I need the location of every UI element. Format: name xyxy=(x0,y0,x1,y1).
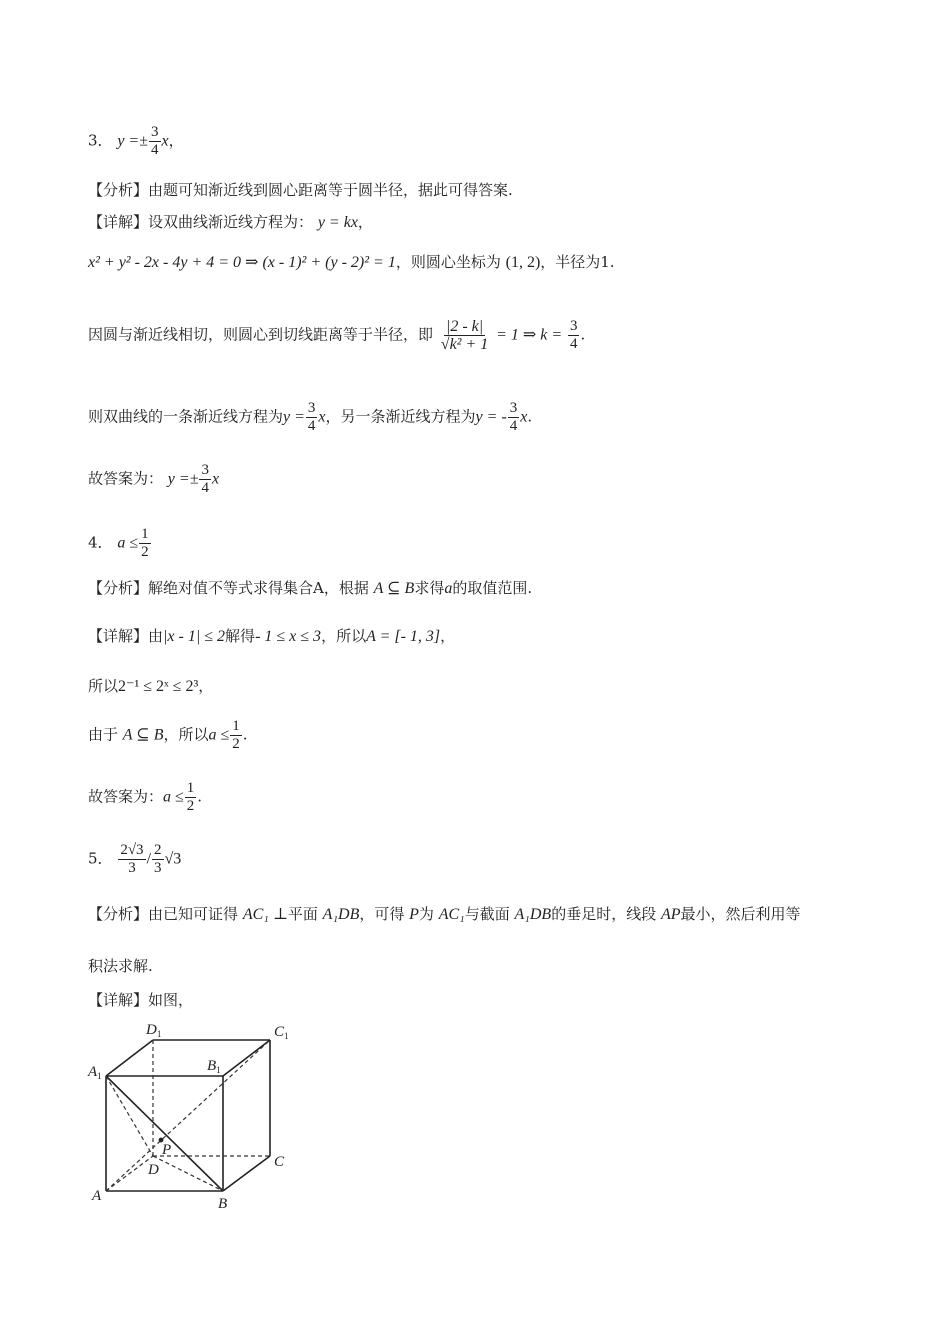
q3-tangent-text: 因圆与渐近线相切，则圆心到切线距离等于半径，即 xyxy=(88,325,434,344)
q5-analysis-text4: 为 xyxy=(418,905,434,923)
q4-answer-frac xyxy=(139,526,151,561)
q4-number: 4． xyxy=(88,533,113,552)
q4-since-num: 1 xyxy=(232,718,240,734)
q4-analysis-line xyxy=(88,578,532,599)
q5-ans-sep: / xyxy=(146,850,152,868)
q3-final-line xyxy=(88,462,219,497)
q4-analysis-eq: A ⊆ B xyxy=(373,580,415,597)
q5-analysis-eq3: AC₁ xyxy=(438,906,465,923)
q4-pow-eq: 2⁻¹ ≤ 2ˣ ≤ 2³ xyxy=(118,678,199,695)
q3-circle-text1: ，则圆心坐标为 xyxy=(395,253,501,271)
q3-number: 3． xyxy=(88,131,113,150)
q5-answer-line xyxy=(88,842,181,877)
q5-ans2-tail: √3 xyxy=(164,850,182,868)
q5-analysis-eq2: A₁DB xyxy=(322,906,360,923)
q5-analysis-text2: 平面 xyxy=(287,905,318,923)
q3-detail-text: 设双曲线渐近线方程为： xyxy=(148,213,314,231)
q3-analysis-text: 由题可知渐近线到圆心距离等于圆半径，据此可得答案. xyxy=(148,181,513,199)
q4-analysis-text1: 解绝对值不等式求得集合A，根据 xyxy=(148,579,369,597)
q3-asym-end: . xyxy=(527,407,533,426)
q3-final-frac xyxy=(199,462,211,497)
q3-answer-var: x xyxy=(161,132,169,150)
q5-analysis-text5: 与截面 xyxy=(464,905,510,923)
q3-asym-den2: 4 xyxy=(509,418,518,434)
q5-analysis-text6: 的垂足时，线段 xyxy=(551,905,657,923)
q4-final-pre: a ≤ xyxy=(163,788,184,806)
q3-answer-line xyxy=(88,124,184,159)
q5-ans2-den: 3 xyxy=(154,860,162,876)
q3-tangent-den: √k² + 1 xyxy=(440,336,489,353)
q4-since-frac xyxy=(230,718,242,753)
q5-detail-line xyxy=(88,990,193,1010)
q3-answer-suffix: ， xyxy=(168,131,184,150)
q3-asym-var2: x xyxy=(520,408,528,426)
q3-analysis-tag: 【分析】 xyxy=(88,181,149,199)
q3-asym-text1: 则双曲线的一条渐近线方程为 xyxy=(88,407,284,426)
q4-answer-pre: a ≤ xyxy=(117,534,139,552)
edge-AD xyxy=(106,1156,153,1191)
q3-asym-eq1-pre: y = xyxy=(283,408,305,426)
q3-asym-text2: ，另一条渐近线方程为 xyxy=(325,407,476,426)
q5-ans2-frac xyxy=(152,842,164,877)
q3-tangent-result xyxy=(568,318,580,353)
q5-analysis-tag: 【分析】 xyxy=(88,905,149,923)
q5-ans1-num: 2√3 xyxy=(120,842,144,858)
q3-tangent-mid: = 1 ⇒ k = xyxy=(496,326,563,344)
edge-BC xyxy=(223,1156,270,1191)
q3-tangent-end: . xyxy=(580,325,586,344)
label-A1: $A_1$ xyxy=(88,1064,102,1081)
q4-final-den: 2 xyxy=(186,798,195,814)
q5-detail-tag: 【详解】 xyxy=(88,991,149,1009)
q4-pow-line xyxy=(88,676,213,697)
q4-analysis-tag: 【分析】 xyxy=(88,579,149,597)
edge-AC1 xyxy=(106,1040,270,1191)
q4-analysis-text2: 求得 xyxy=(414,579,445,597)
q4-final-num: 1 xyxy=(186,780,195,796)
q3-tangent-num: |2 - k| xyxy=(445,318,484,335)
q3-asym-frac2 xyxy=(508,400,520,435)
q3-final-pre: y =± xyxy=(167,470,199,488)
q3-asym-frac1 xyxy=(306,400,318,435)
q3-tangent-res-den: 4 xyxy=(569,336,578,352)
q3-asym-num2: 3 xyxy=(509,400,518,416)
q4-detail-text2: 解得 xyxy=(225,627,256,645)
q4-analysis-var: a xyxy=(444,580,453,597)
q3-tangent-res-num: 3 xyxy=(569,318,578,334)
label-C: C xyxy=(274,1154,285,1170)
q4-pow-end: ， xyxy=(198,677,214,695)
q4-since-text1: 由于 xyxy=(88,725,119,744)
edge-DB xyxy=(153,1156,223,1191)
q4-final-frac xyxy=(185,780,197,815)
q5-analysis-eq1: AC₁ ⊥ xyxy=(242,906,288,923)
q3-asym-var1: x xyxy=(318,408,326,426)
q5-analysis-text7: 最小，然后利用等 xyxy=(680,905,801,923)
q3-answer-prefix: y =± xyxy=(117,132,149,150)
label-B1: $B_1$ xyxy=(207,1058,221,1075)
q4-since-text2: ，所以 xyxy=(163,725,209,744)
q4-since-end: . xyxy=(242,725,248,744)
q5-analysis-text3: ，可得 xyxy=(359,905,405,923)
q4-final-text: 故答案为： xyxy=(88,787,164,806)
q3-circle-line xyxy=(88,252,615,273)
q4-since-line xyxy=(88,718,248,753)
edge-A1B xyxy=(106,1076,223,1191)
q3-final-var: x xyxy=(211,470,220,488)
q3-asym-line xyxy=(88,400,532,435)
q4-pow-text: 所以 xyxy=(88,677,119,695)
q4-since-eq: A ⊆ B xyxy=(122,726,164,744)
q4-analysis-text3: 的取值范围. xyxy=(452,579,533,597)
label-C1: $C_1$ xyxy=(274,1024,289,1041)
q5-analysis-line xyxy=(88,904,801,925)
label-D1: $D_1$ xyxy=(146,1022,162,1039)
q3-asym-num1: 3 xyxy=(307,400,316,416)
q4-detail-text1: 由 xyxy=(148,627,164,645)
q5-analysis-eq4: A₁DB xyxy=(514,906,552,923)
q3-circle-eq: x² + y² - 2x - 4y + 4 = 0 ⇒ (x - 1)² + (y - 2)² = 1 xyxy=(88,254,396,271)
q4-detail-set: A = [- 1, 3] xyxy=(366,628,441,645)
q3-asym-eq2-pre: y = - xyxy=(475,408,507,426)
q4-detail-line xyxy=(88,626,455,647)
q4-detail-text3: ，所以 xyxy=(321,627,367,645)
q3-analysis-line xyxy=(88,180,513,200)
q5-ans2-num: 2 xyxy=(154,842,162,858)
q3-circle-center: (1, 2) xyxy=(505,254,541,271)
q4-detail-end: ， xyxy=(440,627,456,645)
q4-since-pre: a ≤ xyxy=(208,726,230,744)
q3-answer-num: 3 xyxy=(151,124,159,140)
q3-tangent-fraction xyxy=(439,318,490,353)
q3-circle-text2: ，半径为1. xyxy=(540,253,615,271)
q4-detail-tag: 【详解】 xyxy=(88,627,149,645)
label-A: A xyxy=(92,1188,102,1204)
q3-answer-den: 4 xyxy=(151,142,159,158)
q5-analysis-line2 xyxy=(88,956,153,976)
label-B: B xyxy=(218,1196,228,1212)
label-P: P xyxy=(162,1142,172,1158)
q4-final-line xyxy=(88,780,202,815)
q5-analysis-var-p: P xyxy=(409,906,419,923)
q3-detail-tag: 【详解】 xyxy=(88,213,149,231)
q4-since-den: 2 xyxy=(232,736,240,752)
q5-ans1-den: 3 xyxy=(128,860,136,876)
q5-ans1-frac xyxy=(118,842,145,877)
q4-answer-line xyxy=(88,526,152,561)
q4-detail-range: - 1 ≤ x ≤ 3 xyxy=(255,628,322,645)
q4-answer-den: 2 xyxy=(141,544,149,560)
q3-asym-den1: 4 xyxy=(307,418,316,434)
q5-analysis-eq5: AP xyxy=(661,906,681,923)
q3-detail-line xyxy=(88,212,373,233)
q5-detail-text: 如图， xyxy=(148,991,194,1009)
q5-analysis-text8: 积法求解. xyxy=(88,957,153,975)
q3-final-text: 故答案为： xyxy=(88,469,164,488)
q4-detail-ineq: |x - 1| ≤ 2 xyxy=(163,628,226,645)
q3-detail-eq: y = kx xyxy=(317,214,358,231)
q3-detail-end: ， xyxy=(357,213,373,231)
q3-final-den: 4 xyxy=(201,480,209,496)
q5-number: 5． xyxy=(88,849,113,868)
q4-answer-num: 1 xyxy=(141,526,149,542)
label-D: D xyxy=(148,1162,159,1178)
edge-B1C1 xyxy=(223,1040,270,1076)
cube-figure xyxy=(86,1016,306,1216)
q3-tangent-line xyxy=(88,318,585,353)
q5-analysis-text1: 由已知可证得 xyxy=(148,905,239,923)
q3-final-num: 3 xyxy=(201,462,209,478)
edge-A1D1 xyxy=(106,1040,153,1076)
q3-answer-fraction xyxy=(149,124,161,159)
q4-final-end: . xyxy=(197,787,203,806)
